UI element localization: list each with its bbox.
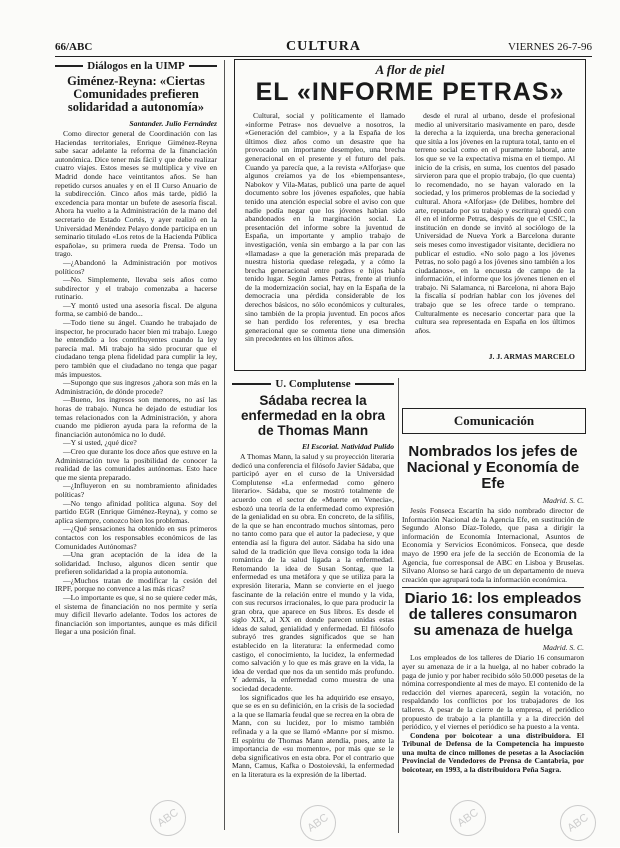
afp-body-left: Cultural, social y políticamente el llamado «informe Petras» nos devuelve a nosotros, la «Generación del cambio», y a la España de los últimos diez años como un desastre que ha provocado un importante desempleo, una brecha generacional en el presente y el futuro del país. Cuando ya parecía que, a la revista «Alforjas» que algunos creíamos ya de los «biempensantes», Nabokov y Vila-Matas, publicó una parte de aquel documento sobre los jóvenes españoles, que había tenido una atención especial sobre el aviso con que nadie podía negar que los jóvenes habían sido abandonados en la marginación social. La presentación del informe sobre la juventud de España, un importante y amplio trabajo de investigación, venía sin embargo a la par con las «llamadas» a que la generación más preparada de nuestra historia quedase relegada, y a cómo la brecha generacional entre padres e hijos había tenido lugar. Según James Petras, frente al triunfo de la modernización social, hay en la España de la democracia una pérdida considerable de los derechos básicos, no sólo económicos y culturales, sino también de la propia juventud. En pocos años se han perdido los referentes, y esa brecha generacional que se comenta tiene una dimensión sin precedentes en los últimos años.	[245, 112, 405, 344]
column-divider	[224, 60, 225, 830]
efe-dateline: Madrid. S. C.	[542, 496, 584, 505]
diario16-dateline: Madrid. S. C.	[542, 643, 584, 653]
uimp-dateline: Santander. Julio Fernández	[129, 119, 217, 128]
comunicacion-articles	[402, 438, 584, 833]
article-divider	[402, 587, 584, 588]
efe-headline: Nombrados los jefes de Nacional y Economía de Efe	[406, 443, 580, 492]
efe-body: Jesús Fonseca Escartín ha sido nombrado director de Información Nacional de la Agencia Efe, en sustitución de Segundo Alonso Díaz-Toledo, que pasa a dirigir la información de Economía Internacional, Asuntos de Economía y Servicios Económicos. Fonseca, que desde mayo de 1990 era jefe de la sección de Economía de la Agencia, fue corresponsal de ABC en Lisboa y Bruselas. Silvano Alonso se hará cargo de un departamento de nueva creación que agrupará toda la información económica.	[402, 506, 584, 584]
afp-body-right: desde el rural al urbano, desde el profesional medio al universitario masivamente en paro, desde la derecha a la izquierda, una brecha generacional que sitúa a los jóvenes en la ruptura total, tanto en el terreno social como en el puramente laboral, ante los que se ve la expectativa misma en el tiempo. Al inicio de la crisis, en suma, los cuentos del pasado sirvieron para que el propio trabajo, (lo que cuenta) lo recomendado, no se hayan valorado en la sociedad, y los primeros problemas de la sociedad y cultural. Ahora «Alforjas» (de Delibes, hombre del arte, reputado por su trabajo y escritura) quedó con él en el informe Petras, después de que el CSIC, la institución en donde se invitó al sociólogo de la Universidad de Nueva York a Barcelona durante seis meses como investigador visitante, decidiera no publicar el estudio. «No solo pago a los jóvenes Petras, no solo pagó a los jóvenes sino también a los ciudadanos», en la encuesta de campo de la información, el informe que los jóvenes tienen en el trabajo. Ni Salamanca, ni Barcelona, ni ahora Bajo la fiscalía sí podrían hablar con los jóvenes del trabajo que se les ofrece tarde o temprano. Culturalmente es necesario concertar para que la cultura sea representada en España en los últimos años.	[415, 112, 575, 335]
uimp-body: Como director general de Coordinación con las Haciendas territoriales, Enrique Giménez-Reyna sabe sacar adelante la reforma de la financiación autonómica. Dice tener más fácil y que debe realizar cuatro viajes. Estos meses se multiplica y vive en Madrid donde hace veintitantos años. Se han repetido cursos anuales y en el II Curso Anuario de la subdirección. Cinco años más tarde, pidió la excedencia para montar un bufete de asesoría fiscal. Ahora ha vuelto a la Administración de la mano del secretario de Estado Cortés, y ayer realizó en la Universidad Menéndez Pelayo donde participa en un seminario titulado «Los retos de la Hacienda Pública española», su primera rueda de Prensa. Todo un trago. —¿Abandonó la Administración por motivos políticos? —No. Simplemente, llevaba seis años como subdirector y el trabajo comenzaba a hacerse rutinario. —Y montó usted una asesoría fiscal. De alguna forma, se cambió de bando... —Todo tiene su ángel. Cuando he trabajado de inspector, he procurado hacer bien mi trabajo. Luego he entendido a los contribuyentes cuando la ley parecía mal. Mi trabajo ha sido procurar que el ciudadano tenga plena fidelidad para cumplir la ley, pero también que el ciudadano no tenga que pagar más impuestos. —Supongo que sus ingresos ¿ahora son más en la Administración, de dónde procede? —Bueno, los ingresos son menores, no así las horas de trabajo. Nunca he dejado de estudiar los temas relacionados con la Administración, y ahora cuando me pidieron ayuda para la reforma de la financiación autonómica no lo dudé. —Y si usted, ¿qué dice? —Creo que durante los doce años que estuve en la Administración tuve la posibilidad de conocer la realidad de las comunidades autónomas. Esto hace que me sienta preparado. —¿Influyeron en su nombramiento afinidades políticas? —No tengo afinidad política alguna. Soy del partido EGR (Enrique Giménez-Reyna), y como se aplica siempre, conozco bien los problemas. —¿Qué sensaciones ha obtenido en sus primeros contactos con los responsables económicos de las Comunidades Autónomas? —Una gran aceptación de la idea de la solidaridad. Incluso, algunos dicen sentir que prefieren solidaridad a la propia autonomía. —¿Muchos tratan de modificar la cesión del IRPF, porque no convence a las más ricas? —Lo importante es que, si no se quiere ceder más, el sistema de financiación no nos permite y sería muy difícil llevarlo adelante. Todos los actores de financiación son importantes, aunque es más difícil llegar a una posición final.	[55, 129, 217, 637]
diario16-body: Los empleados de los talleres de Diario 16 consumaron ayer su amenaza de ir a la huelga, al no haber cobrado la paga de junio y por haber recibido sólo 50.000 pesetas de la nómina correspondiente al mes de mayo. El contenido de la redacción del viernes aparecerá, según la votación, no respaldando los conflictos por los trabajadores de los talleres. A pesar de la cierre de la empresa, el periódico propuesto de trabajo a la plantilla y a la dirección del periódico, y el viernes el periódico se ha puesto a la venta. Condena por boicotear a una distribuidora. El Tribunal de Defensa de la Competencia ha impuesto una multa de cinco millones de pesetas a la Asociación Provincial de Vendedores de Prensa de Cantabria, por boicotear, en 1993, a la distribuidora Peña Sagra.	[402, 653, 584, 775]
complutense-headline: Sádaba recrea la enfermedad en la obra de Thomas Mann	[240, 393, 386, 438]
watermark-icon: ABC	[443, 793, 493, 843]
diario16-headline: Diario 16: los empleados de talleres consumaron su amenaza de huelga	[404, 590, 582, 640]
issue-date: VIERNES 26-7-96	[507, 41, 592, 53]
afp-signature: J. J. ARMAS MARCELO	[488, 352, 575, 361]
comunicacion-section-box: Comunicación	[402, 408, 586, 434]
afp-box	[234, 59, 586, 371]
complutense-article	[232, 378, 394, 833]
uimp-section-title: Diálogos en la UIMP	[55, 60, 217, 72]
column-divider-2	[398, 378, 399, 833]
watermark-icon: ABC	[293, 798, 343, 848]
complutense-section-title: U. Complutense	[232, 378, 394, 390]
complutense-dateline: El Escorial. Natividad Pulido	[302, 442, 394, 451]
complutense-body: A Thomas Mann, la salud y su proyección literaria dedicó una conferencia el filósofo Javier Sádaba, que participó ayer en el curso de la Universidad Complutense «La enfermedad como género literario». Sádaba, que se mostró totalmente de acuerdo con el sector de «Muerte en Venecia», esbozó una teoría de la enfermedad como expresión de la genialidad en su obra. En concreto, de la sífilis, de la que se han encontrado muchos síntomas, pero no tanto como para que el autor la padeciese, y que entendía así la figura del autor. Sádaba ha sido una salud de la tradición que lleva consigo toda la idea romántica de la salud ligada a la enfermedad. Retomando la idea de Susan Sontag, que la enfermedad es una metáfora y que se utiliza para la expresión literaria, Mann se convierte en el juego fascinante de la relación entre el mundo y la vida, con sus recursos irracionales, lo que para producir la gran obra, que aparece en Sus libros. Es desde el siglo XIX, al XX en donde parecen unidas estas ideas de salud, genialidad y enfermedad. El filósofo subrayó tres grandes significados que se han establecido en la literatura: la enfermedad como castigo, el conocimiento, la lucidez, la enfermedad como salvación y lo que es más grave en la vida, la idea de verdad que nos da un sentido más profundo. Y además, la enfermedad como muestra de una sociedad decadente. los significados que les ha adquirido ese ensayo, que se es en su definición, en la crisis de la sociedad a la que se llamaría feudal que se recrea en la obra de Mann, con su lucidez, por lo mismo también refinada y a la que se llamó «Mann» por sí mismo. El espíritu de Thomas Mann atendía, pues, ante la importancia de «su momento», por más que se le deba significativos en esta obra. Por el contrario que Mann, Camus, Kafka o Dostoievski, la enfermedad en la literatura es la expresión de la libertad.	[232, 452, 394, 779]
page-header	[55, 40, 592, 57]
watermark-icon: ABC	[553, 798, 603, 848]
uimp-headline: Giménez-Reyna: «Ciertas Comunidades prefieren solidaridad a autonomía»	[67, 74, 205, 114]
watermark-icon: ABC	[143, 793, 193, 843]
afp-tag: A flor de piel	[375, 62, 445, 77]
afp-headline: EL «INFORME PETRAS»	[255, 78, 565, 106]
page-number: 66/ABC	[55, 41, 93, 53]
uimp-article	[55, 60, 217, 830]
section-name: CULTURA	[286, 39, 361, 54]
